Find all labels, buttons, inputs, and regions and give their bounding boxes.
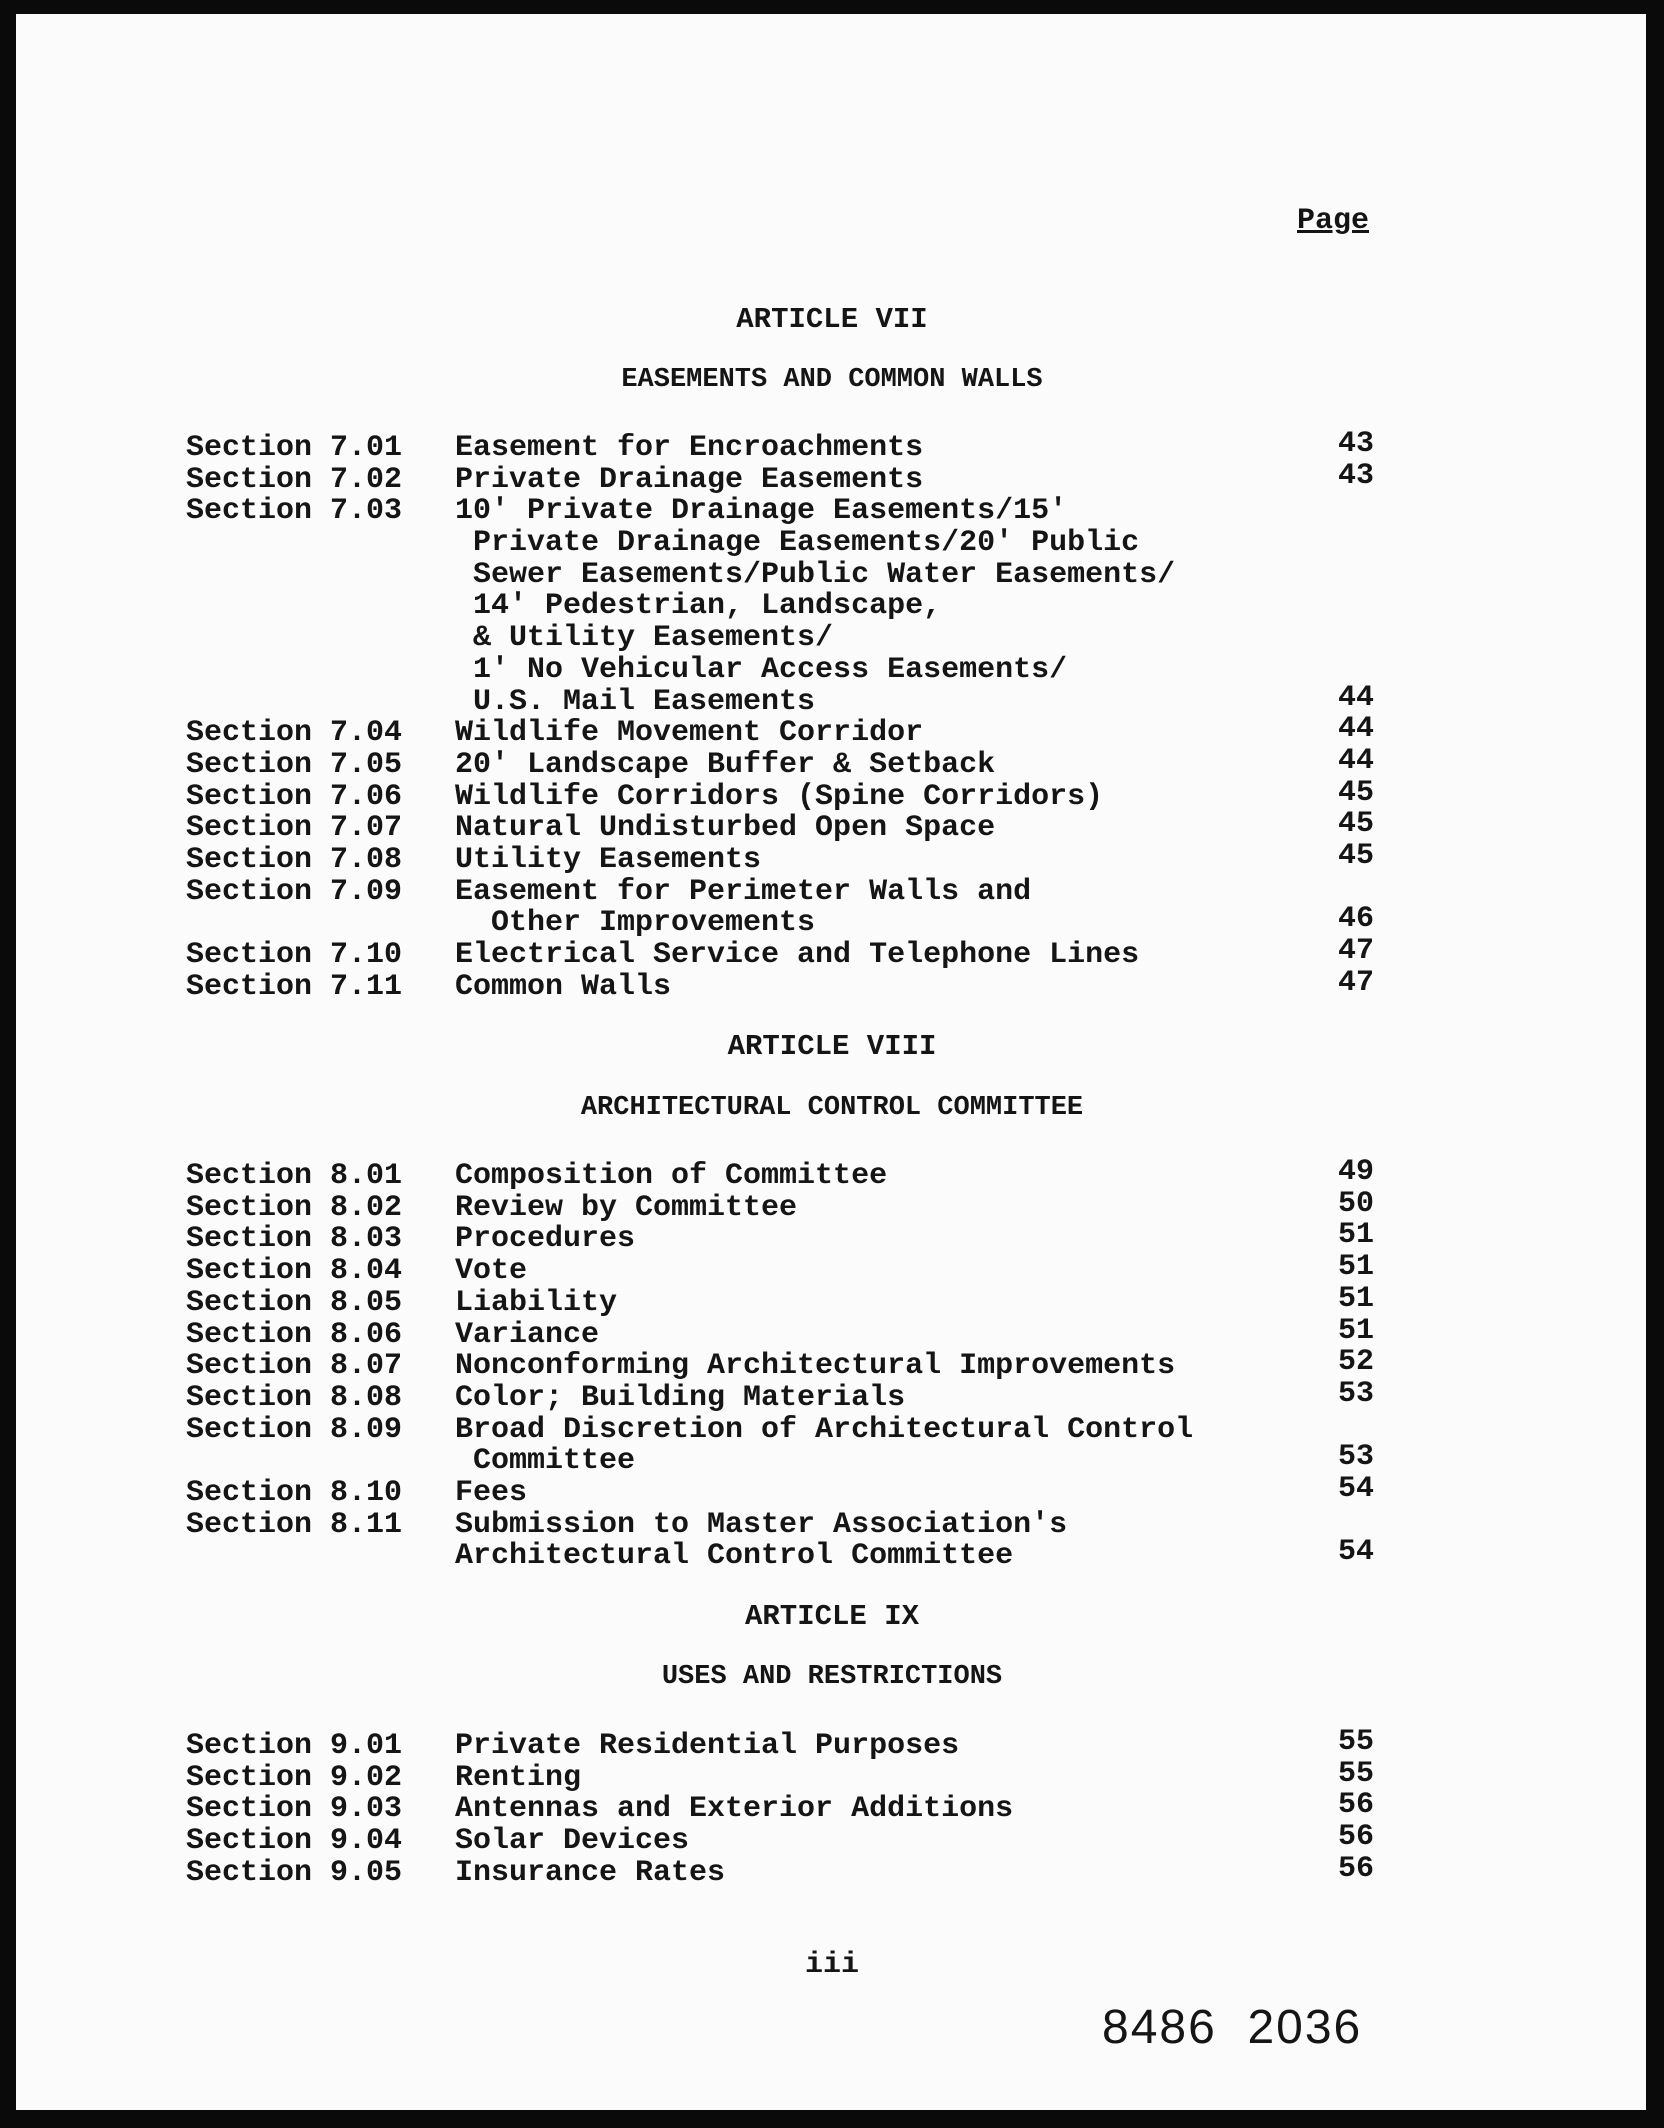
article-heading: USES AND RESTRICTIONS — [661, 1662, 1003, 1692]
section-title-line: U.S. Mail Easements — [455, 684, 816, 719]
page-number: 46 — [1338, 902, 1375, 937]
section-number: Section 7.01 — [186, 431, 403, 465]
article-heading: EASEMENTS AND COMMON WALLS — [621, 365, 1043, 395]
section-title-line: Antennas and Exterior Additions — [455, 1792, 1014, 1827]
section-number: Section 7.02 — [186, 462, 403, 497]
article-heading: ARCHITECTURAL CONTROL COMMITTEE — [580, 1093, 1084, 1123]
section-title-line: 20' Landscape Buffer & Setback — [455, 748, 996, 782]
page-number: 54 — [1338, 1472, 1375, 1506]
section-title-line: Broad Discretion of Architectural Control — [455, 1412, 1194, 1447]
page-number: 43 — [1338, 458, 1375, 493]
section-number: Section 8.08 — [186, 1380, 403, 1415]
article-title: ARTICLE VII — [736, 303, 928, 336]
section-number: Section 8.11 — [186, 1507, 403, 1542]
document-number: 8486 2036 — [1102, 2001, 1363, 2054]
page-column-label: Page — [1297, 204, 1370, 238]
page-number: 49 — [1338, 1155, 1375, 1189]
section-title-line: Electrical Service and Telephone Lines — [455, 938, 1140, 973]
section-number: Section 8.03 — [186, 1222, 403, 1257]
section-title-line: Private Residential Purposes — [455, 1729, 960, 1763]
section-title-line: Procedures — [455, 1222, 636, 1257]
section-number: Section 9.01 — [186, 1729, 403, 1763]
page-number: 56 — [1338, 1851, 1375, 1886]
page-number: 47 — [1338, 934, 1375, 969]
section-number: Section 8.02 — [186, 1190, 403, 1225]
section-number: Section 8.05 — [186, 1285, 403, 1320]
section-number: Section 7.05 — [186, 748, 403, 782]
section-title-line: Liability — [455, 1285, 618, 1320]
page-number: 50 — [1338, 1186, 1375, 1221]
section-number: Section 7.06 — [186, 779, 403, 814]
section-title-line: Sewer Easements/Public Water Easements/ — [455, 557, 1176, 592]
page-number: 47 — [1338, 965, 1375, 1000]
page-number: 51 — [1338, 1250, 1375, 1285]
section-number: Section 8.09 — [186, 1412, 403, 1447]
section-title-line: Wildlife Movement Corridor — [455, 716, 924, 751]
section-number: Section 8.06 — [186, 1317, 403, 1352]
section-title-line: Easement for Encroachments — [455, 431, 924, 465]
section-title-line: Solar Devices — [455, 1824, 690, 1859]
section-number: Section 7.04 — [186, 716, 403, 751]
section-title-line: Private Drainage Easements/20' Public — [455, 526, 1140, 561]
page-number: 56 — [1338, 1788, 1375, 1823]
section-number: Section 7.03 — [186, 494, 403, 529]
page-number: 55 — [1338, 1725, 1375, 1759]
section-title-line: Submission to Master Association's — [455, 1507, 1068, 1542]
page-number: 44 — [1338, 680, 1375, 715]
section-number: Section 8.04 — [186, 1254, 403, 1289]
page-number: 56 — [1338, 1820, 1375, 1855]
section-number: Section 8.10 — [186, 1476, 403, 1510]
section-title-line: Other Improvements — [455, 906, 816, 941]
section-title-line: Color; Building Materials — [455, 1380, 906, 1415]
section-title-line: Variance — [455, 1317, 600, 1352]
page-number: 44 — [1338, 712, 1375, 747]
section-title-line: 14' Pedestrian, Landscape, — [455, 589, 942, 624]
section-number: Section 9.02 — [186, 1760, 403, 1795]
section-title-line: Nonconforming Architectural Improvements — [455, 1349, 1176, 1384]
section-title-line: Committee — [455, 1444, 636, 1479]
page-number: 45 — [1338, 839, 1375, 874]
page-number: 45 — [1338, 775, 1375, 810]
section-title-line: Renting — [455, 1760, 582, 1795]
section-number: Section 8.07 — [186, 1349, 403, 1384]
article-title: ARTICLE VIII — [727, 1030, 937, 1063]
section-number: Section 8.01 — [186, 1159, 403, 1193]
section-title-line: Common Walls — [455, 969, 672, 1004]
page-number: 53 — [1338, 1376, 1375, 1411]
section-number: Section 9.05 — [186, 1855, 403, 1890]
section-number: Section 7.07 — [186, 811, 403, 846]
section-number: Section 7.10 — [186, 938, 403, 973]
section-title-line: Utility Easements — [455, 843, 762, 878]
section-title-line: Fees — [455, 1476, 528, 1510]
section-title-line: & Utility Easements/ — [455, 621, 834, 656]
section-title-line: Review by Committee — [455, 1190, 798, 1225]
page-number: 44 — [1338, 744, 1375, 778]
section-title-line: Insurance Rates — [455, 1855, 726, 1890]
page-number: 54 — [1338, 1535, 1375, 1570]
section-number: Section 7.09 — [186, 874, 403, 909]
section-title-line: 10' Private Drainage Easements/15' — [455, 494, 1068, 529]
page-number: 43 — [1338, 427, 1375, 461]
section-number: Section 7.11 — [186, 969, 403, 1004]
section-title-line: Private Drainage Easements — [455, 462, 924, 497]
section-title-line: Easement for Perimeter Walls and — [455, 874, 1032, 909]
page-folio: iii — [804, 1948, 859, 1982]
section-title-line: 1' No Vehicular Access Easements/ — [455, 652, 1068, 687]
page-number: 53 — [1338, 1440, 1375, 1475]
section-title-line: Wildlife Corridors (Spine Corridors) — [455, 779, 1104, 814]
section-number: Section 9.04 — [186, 1824, 403, 1859]
article-title: ARTICLE IX — [744, 1600, 920, 1633]
section-title-line: Architectural Control Committee — [455, 1539, 1014, 1574]
page-number: 52 — [1338, 1345, 1375, 1380]
page-number: 45 — [1338, 807, 1375, 842]
page-number: 51 — [1338, 1281, 1375, 1316]
page-number: 51 — [1338, 1313, 1375, 1348]
section-title-line: Vote — [455, 1254, 528, 1289]
page-number: 55 — [1338, 1756, 1375, 1791]
section-title-line: Natural Undisturbed Open Space — [455, 811, 996, 846]
section-number: Section 7.08 — [186, 843, 403, 878]
page-number: 51 — [1338, 1218, 1375, 1253]
section-number: Section 9.03 — [186, 1792, 403, 1827]
section-title-line: Composition of Committee — [455, 1159, 888, 1193]
